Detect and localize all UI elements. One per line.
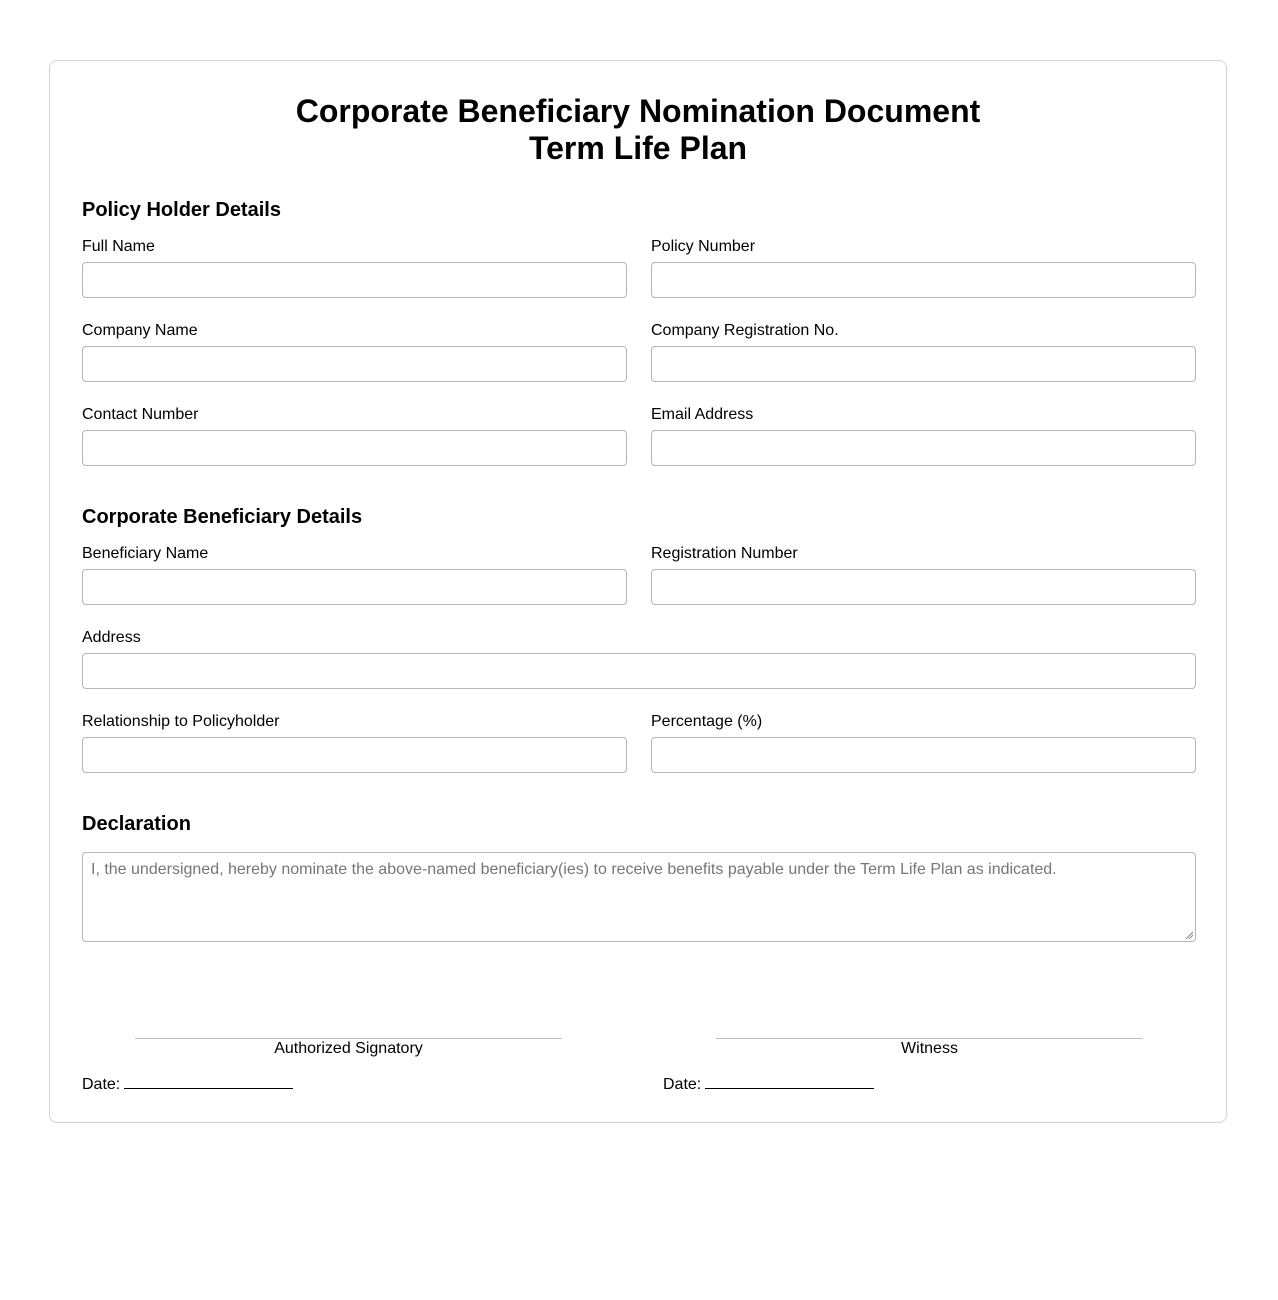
authorized-signatory-label: Authorized Signatory <box>274 1040 423 1057</box>
declaration-text: I, the undersigned, hereby nominate the above-named beneficiary(ies) to receive benefits payable under the Term Life Plan as indicated. <box>91 861 1057 878</box>
company-registration-label: Company Registration No. <box>651 322 839 339</box>
witness-date <box>663 1074 874 1094</box>
title-line-2: Term Life Plan <box>528 130 748 166</box>
email-address-input[interactable] <box>651 430 1196 466</box>
contact-number-label: Contact Number <box>82 406 199 423</box>
nomination-form-card <box>49 60 1227 1123</box>
relationship-input[interactable] <box>82 737 627 773</box>
signatory-signature-line <box>135 1038 562 1039</box>
beneficiary-name-input[interactable] <box>82 569 627 605</box>
relationship-label: Relationship to Policyholder <box>82 713 280 730</box>
signatory-date-blank <box>124 1074 293 1089</box>
contact-number-input[interactable] <box>82 430 627 466</box>
witness-label: Witness <box>901 1040 958 1057</box>
policy-number-input[interactable] <box>651 262 1196 298</box>
signatory-date <box>82 1074 293 1094</box>
signatory-date-label: Date: <box>82 1076 121 1093</box>
address-input[interactable] <box>82 653 1196 689</box>
percentage-label: Percentage (%) <box>651 713 763 730</box>
full-name-input[interactable] <box>82 262 627 298</box>
beneficiary-name-label: Beneficiary Name <box>82 545 209 562</box>
title-line-1: Corporate Beneficiary Nomination Document <box>295 93 981 129</box>
address-label: Address <box>82 629 141 646</box>
page-title <box>50 93 1226 167</box>
percentage-input[interactable] <box>651 737 1196 773</box>
declaration-heading: Declaration <box>82 813 191 835</box>
full-name-label: Full Name <box>82 238 155 255</box>
company-name-label: Company Name <box>82 322 198 339</box>
policy-number-label: Policy Number <box>651 238 756 255</box>
registration-number-input[interactable] <box>651 569 1196 605</box>
declaration-textarea[interactable] <box>82 852 1196 942</box>
policy-holder-heading: Policy Holder Details <box>82 199 281 221</box>
witness-date-label: Date: <box>663 1076 702 1093</box>
company-name-input[interactable] <box>82 346 627 382</box>
company-registration-input[interactable] <box>651 346 1196 382</box>
beneficiary-heading: Corporate Beneficiary Details <box>82 506 363 528</box>
witness-signature-line <box>716 1038 1143 1039</box>
witness-date-blank <box>705 1074 874 1089</box>
resize-grip-icon[interactable] <box>1185 931 1193 939</box>
email-address-label: Email Address <box>651 406 754 423</box>
registration-number-label: Registration Number <box>651 545 798 562</box>
